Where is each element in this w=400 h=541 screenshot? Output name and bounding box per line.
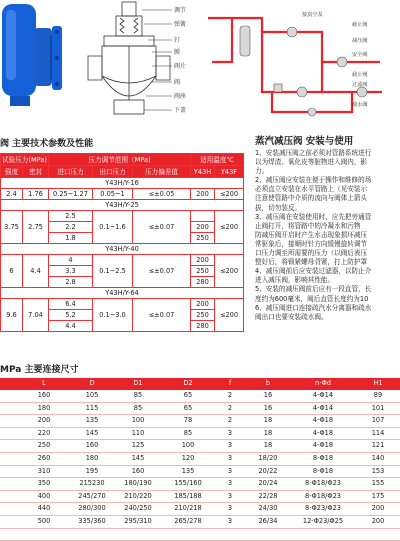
dims-cell: 4-Φ18	[290, 440, 356, 453]
dims-cell: 135	[162, 465, 214, 478]
dims-cell: 145	[70, 427, 114, 440]
dims-cell: 18	[246, 415, 290, 428]
dims-cell: 65	[162, 390, 214, 402]
table-row: 1.8 250	[1, 233, 244, 244]
table-row: 2.2 200	[1, 222, 244, 233]
table-row	[0, 440, 400, 453]
table-row	[0, 402, 400, 415]
table-row	[0, 515, 400, 528]
dims-cell: 120	[162, 452, 214, 465]
dims-header-cell: D2	[162, 378, 214, 390]
notes-body	[255, 149, 400, 322]
header-inlet: 进口压力	[49, 166, 93, 178]
dims-cell: 24/30	[246, 503, 290, 516]
table-row	[0, 427, 400, 440]
top-illustrations	[0, 0, 400, 128]
dims-cell	[0, 390, 18, 402]
header-outlet: 出口压力	[93, 166, 133, 178]
dims-cell: 220	[18, 427, 70, 440]
dims-cell: 8-Φ23/Φ23	[290, 503, 356, 516]
dims-cell: 2	[214, 415, 246, 428]
table-row	[0, 503, 400, 516]
dims-cell	[0, 490, 18, 503]
dims-cell: 20/22	[246, 465, 290, 478]
dims-cell: 18	[246, 440, 290, 453]
dims-cell	[214, 528, 246, 541]
dims-cell: 22/28	[246, 490, 290, 503]
note-line: 止阀打开，将管路中的冷凝水和污物	[255, 221, 361, 230]
dims-cell: 85	[114, 402, 162, 415]
dims-header-cell	[0, 378, 18, 390]
dims-cell: 4-Φ18	[290, 427, 356, 440]
dims-header-cell: D	[70, 378, 114, 390]
dims-cell: 135	[70, 415, 114, 428]
table-row	[0, 478, 400, 491]
table-row	[0, 528, 400, 541]
callout-6: 阀座	[174, 93, 187, 100]
params-table	[0, 153, 244, 332]
callout-5: 阀	[174, 79, 181, 86]
dims-header-cell: n-Φd	[290, 378, 356, 390]
dims-cell	[0, 478, 18, 491]
note-line: 4、减压阀前后应安装过滤器，以防止介	[255, 267, 372, 276]
table-row: 2.4 1.76 0.25~1.27 0.05~1 ≤±0.05 200 ≤200	[1, 189, 244, 200]
dims-cell: 2	[214, 402, 246, 415]
dims-cell: 180	[70, 452, 114, 465]
table-row: 6 4.4 4 0.1~2.5 ≤±0.07 200 ≤200	[1, 255, 244, 266]
table-row: 9.6 7.04 6.4 0.1~3.0 ≤±0.07 200 ≤200	[1, 299, 244, 310]
notes-heading: 蒸汽减压阀 安装与使用	[255, 136, 354, 147]
dims-cell	[0, 465, 18, 478]
dims-cell: 215230	[70, 478, 114, 491]
dims-cell: 16	[246, 402, 290, 415]
dims-cell	[70, 528, 114, 541]
dims-cell: 280/300	[70, 503, 114, 516]
model-row: Y43H/Y-25	[1, 200, 244, 211]
dims-header-cell: f	[214, 378, 246, 390]
dims-cell: 210/218	[162, 503, 214, 516]
dims-cell	[0, 415, 18, 428]
system-label-2: 减压阀	[352, 38, 368, 44]
dims-cell: 200	[356, 515, 400, 528]
table-row	[0, 415, 400, 428]
dims-cell: 3	[214, 478, 246, 491]
installation-system-diagram	[202, 2, 398, 124]
dims-cell: 3	[214, 515, 246, 528]
dims-cell	[0, 452, 18, 465]
dims-header-cell: b	[246, 378, 290, 390]
dims-cell: 3	[214, 427, 246, 440]
header-y43f: Y43F	[215, 166, 244, 178]
callout-1: 弹簧	[174, 21, 187, 28]
note-line: 注意使管路中介质的流向与阀体上箭头	[255, 194, 368, 203]
header-seal: 密封	[23, 166, 49, 178]
dims-cell: 101	[356, 402, 400, 415]
system-label-6: 疏水阀	[352, 102, 368, 108]
note-line: 以为焊渣、氧化皮等脏物进入阀内，影	[255, 158, 368, 167]
dims-cell	[0, 503, 18, 516]
note-line: 6、减压阀进口连接疏汽水分离器和疏水	[255, 303, 372, 312]
dims-cell: 110	[114, 427, 162, 440]
dims-cell: 153	[356, 465, 400, 478]
dims-heading: MPa 主要连接尺寸	[0, 365, 79, 375]
dims-cell	[18, 528, 70, 541]
dims-cell: 65	[162, 402, 214, 415]
dims-cell: 100	[162, 440, 214, 453]
callout-0: 调节	[174, 7, 187, 14]
callout-4: 阀片	[174, 63, 187, 70]
dims-cell: 3	[214, 440, 246, 453]
dims-cell: 145	[114, 452, 162, 465]
note-line: 整好后，将锁紧螺母背紧，打上防护罩	[255, 258, 368, 267]
dims-cell: 200	[356, 503, 400, 516]
note-line: 阀出口也要安装疏水阀。	[255, 312, 328, 321]
dims-cell: 335/360	[70, 515, 114, 528]
dims-cell	[0, 427, 18, 440]
dims-cell: 20/24	[246, 478, 290, 491]
dims-cell	[246, 528, 290, 541]
dims-cell: 180	[18, 402, 70, 415]
note-line: 防减压阀开启时产生水击现象损坏减压	[255, 230, 368, 239]
dims-cell	[0, 528, 18, 541]
table-row	[0, 390, 400, 402]
header-temperature: 适用温度℃	[191, 154, 244, 166]
dims-cell: 18	[246, 427, 290, 440]
dims-cell: 125	[114, 440, 162, 453]
dims-cell: 240/250	[114, 503, 162, 516]
dims-cell: 440	[18, 503, 70, 516]
note-line: 常驱象后，接顺时针方向缓慢旋转调节	[255, 239, 368, 248]
dims-cell	[162, 528, 214, 541]
dims-cell: 195	[70, 465, 114, 478]
model-row: Y43H/Y-64	[1, 288, 244, 299]
dims-cell: 12-Φ23/Φ25	[290, 515, 356, 528]
system-label-4: 截止阀	[352, 72, 368, 78]
dims-cell: 500	[18, 515, 70, 528]
header-strength: 强度	[1, 166, 23, 178]
dims-header-cell: H1	[356, 378, 400, 390]
header-y43h: Y43H	[191, 166, 215, 178]
dims-header-cell: D1	[114, 378, 162, 390]
note-line: 度约为600毫米，阀后直管长度约为10	[255, 294, 369, 303]
dims-cell: 200	[18, 415, 70, 428]
system-label-1: 截止阀	[352, 22, 368, 28]
dims-cell: 121	[356, 440, 400, 453]
dims-cell: 260	[18, 452, 70, 465]
dims-cell: 3	[214, 465, 246, 478]
dims-cell	[0, 515, 18, 528]
dims-cell	[0, 440, 18, 453]
dims-cell: 155	[356, 478, 400, 491]
dims-cell: 175	[356, 490, 400, 503]
dims-cell: 140	[356, 452, 400, 465]
dims-cell: 114	[356, 427, 400, 440]
dims-cell: 105	[70, 390, 114, 402]
dims-cell: 400	[18, 490, 70, 503]
note-line: 进入减压阀，影响其性能。	[255, 276, 335, 285]
note-line: 必须直立安装在水平管路上（见安装示	[255, 185, 368, 194]
system-label-3: 安全阀	[352, 52, 368, 58]
dims-cell: 100	[114, 415, 162, 428]
dims-cell	[356, 528, 400, 541]
note-line: 3、减压阀在安装使用时，应先把旁通管	[255, 212, 372, 221]
dims-cell: 185/188	[162, 490, 214, 503]
model-row: Y43H/Y-16	[1, 178, 244, 189]
params-heading: 阀 主要技术参数及性能	[0, 139, 94, 149]
dims-cell: 295/310	[114, 515, 162, 528]
valve-cross-section	[82, 0, 200, 128]
dims-cell	[290, 528, 356, 541]
dims-cell: 8-Φ18	[290, 465, 356, 478]
table-row	[0, 452, 400, 465]
dims-cell: 26/34	[246, 515, 290, 528]
note-line: 力。	[255, 167, 269, 176]
note-line: 口压力调至所需要的压力（以阀后表压	[255, 249, 368, 258]
valve-photo	[0, 0, 78, 118]
table-row	[0, 490, 400, 503]
dims-cell: 85	[114, 390, 162, 402]
dims-cell: 107	[356, 415, 400, 428]
dims-cell: 3	[214, 452, 246, 465]
callout-3: 膜	[174, 49, 181, 56]
dims-cell: 155/160	[162, 478, 214, 491]
dims-cell: 265/278	[162, 515, 214, 528]
dims-cell	[114, 528, 162, 541]
dims-cell: 160	[70, 440, 114, 453]
dims-cell: 8-Φ18/Φ23	[290, 490, 356, 503]
note-line: 2、减压阀应安装在便于操作和维修的场	[255, 176, 372, 185]
header-adjust-range: 压力调节范围（MPa)	[49, 154, 191, 166]
dims-cell: 3	[214, 490, 246, 503]
dims-cell: 250	[18, 440, 70, 453]
header-test-pressure: 试验压力(MPa)	[2, 155, 47, 164]
system-label-5: 过滤阀	[352, 82, 368, 88]
dims-header-cell: L	[18, 378, 70, 390]
dims-header-row	[0, 378, 400, 390]
dims-cell: 2	[214, 390, 246, 402]
dims-cell: 180/190	[114, 478, 162, 491]
dims-cell: 210/220	[114, 490, 162, 503]
note-line: 拔，切勿装反。	[255, 203, 302, 212]
dims-cell: 245/270	[70, 490, 114, 503]
dims-cell: 4-Φ18	[290, 415, 356, 428]
table-row	[0, 465, 400, 478]
table-row: 5.2 250	[1, 310, 244, 321]
dims-cell: 310	[18, 465, 70, 478]
callout-2: 钉	[174, 37, 181, 44]
dims-cell	[0, 402, 18, 415]
dims-cell: 4-Φ14	[290, 402, 356, 415]
dims-cell: 350	[18, 478, 70, 491]
dims-cell: 3	[214, 503, 246, 516]
dims-cell: 160	[18, 390, 70, 402]
dims-cell: 18/20	[246, 452, 290, 465]
dims-cell: 8-Φ18/Φ23	[290, 478, 356, 491]
dims-cell: 160	[114, 465, 162, 478]
callout-7: 下盖	[174, 107, 187, 114]
note-line: 1、安装减压阀之前必须对管路系统进行	[255, 149, 372, 157]
table-row: 3.75 2.75 2.5 0.1~1.6 ≤±0.07 ≤200	[1, 211, 244, 222]
header-deviation: 压力偏差值	[133, 166, 191, 178]
dims-cell: 4-Φ14	[290, 390, 356, 402]
dims-cell: 8-Φ18	[290, 452, 356, 465]
table-row: 3.3 250	[1, 266, 244, 277]
table-row: 4.4 280	[1, 321, 244, 332]
table-row: 2.8 280	[1, 277, 244, 288]
note-line: 5、安装的减压阀前后应有一段直管，长	[255, 285, 372, 294]
dims-cell: 78	[162, 415, 214, 428]
dims-cell: 16	[246, 390, 290, 402]
dims-table	[0, 378, 400, 541]
dims-cell: 89	[356, 390, 400, 402]
dims-cell: 85	[162, 427, 214, 440]
system-label-0: 接真空泵	[302, 12, 323, 18]
model-row: Y43H/Y-40	[1, 244, 244, 255]
dims-cell: 115	[70, 402, 114, 415]
